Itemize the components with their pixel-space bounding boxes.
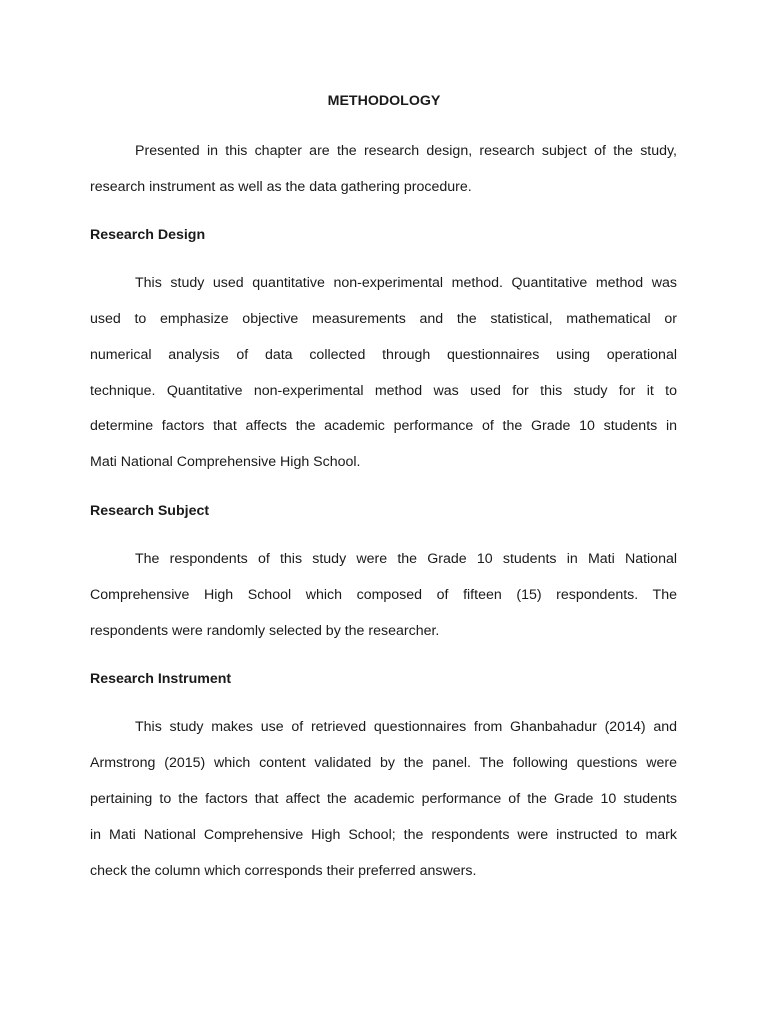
paragraph-line: determine factors that affects the academic performance of the Grade 10 students in bbox=[90, 418, 677, 434]
paragraph-line: check the column which corresponds their preferred answers. bbox=[90, 863, 477, 879]
section-heading-research-design: Research Design bbox=[90, 227, 206, 243]
paragraph-line: pertaining to the factors that affect the academic performance of the Grade 10 students bbox=[90, 791, 677, 807]
section-heading-research-subject: Research Subject bbox=[90, 503, 210, 519]
paragraph-line: This study makes use of retrieved questionnaires from Ghanbahadur (2014) and bbox=[135, 719, 677, 735]
intro-line: Presented in this chapter are the research design, research subject of the study, bbox=[135, 143, 677, 159]
paragraph-line: numerical analysis of data collected through questionnaires using operational bbox=[90, 347, 677, 363]
paragraph-line: The respondents of this study were the Grade 10 students in Mati National bbox=[135, 551, 677, 567]
intro-line: research instrument as well as the data gathering procedure. bbox=[90, 179, 472, 195]
paragraph-line: This study used quantitative non-experimental method. Quantitative method was bbox=[135, 275, 677, 291]
paragraph-line: respondents were randomly selected by the researcher. bbox=[90, 623, 440, 639]
section-heading-research-instrument: Research Instrument bbox=[90, 671, 232, 687]
paragraph-line: Armstrong (2015) which content validated by the panel. The following questions were bbox=[90, 755, 677, 771]
paragraph-line: Comprehensive High School which composed of fifteen (15) respondents. The bbox=[90, 587, 677, 603]
paragraph-line: in Mati National Comprehensive High School; the respondents were instructed to mark bbox=[90, 827, 677, 843]
paragraph-line: used to emphasize objective measurements and the statistical, mathematical or bbox=[90, 311, 677, 327]
page-title: METHODOLOGY bbox=[327, 93, 441, 109]
paragraph-line: Mati National Comprehensive High School. bbox=[90, 454, 361, 470]
paragraph-line: technique. Quantitative non-experimental method was used for this study for it to bbox=[90, 383, 677, 399]
